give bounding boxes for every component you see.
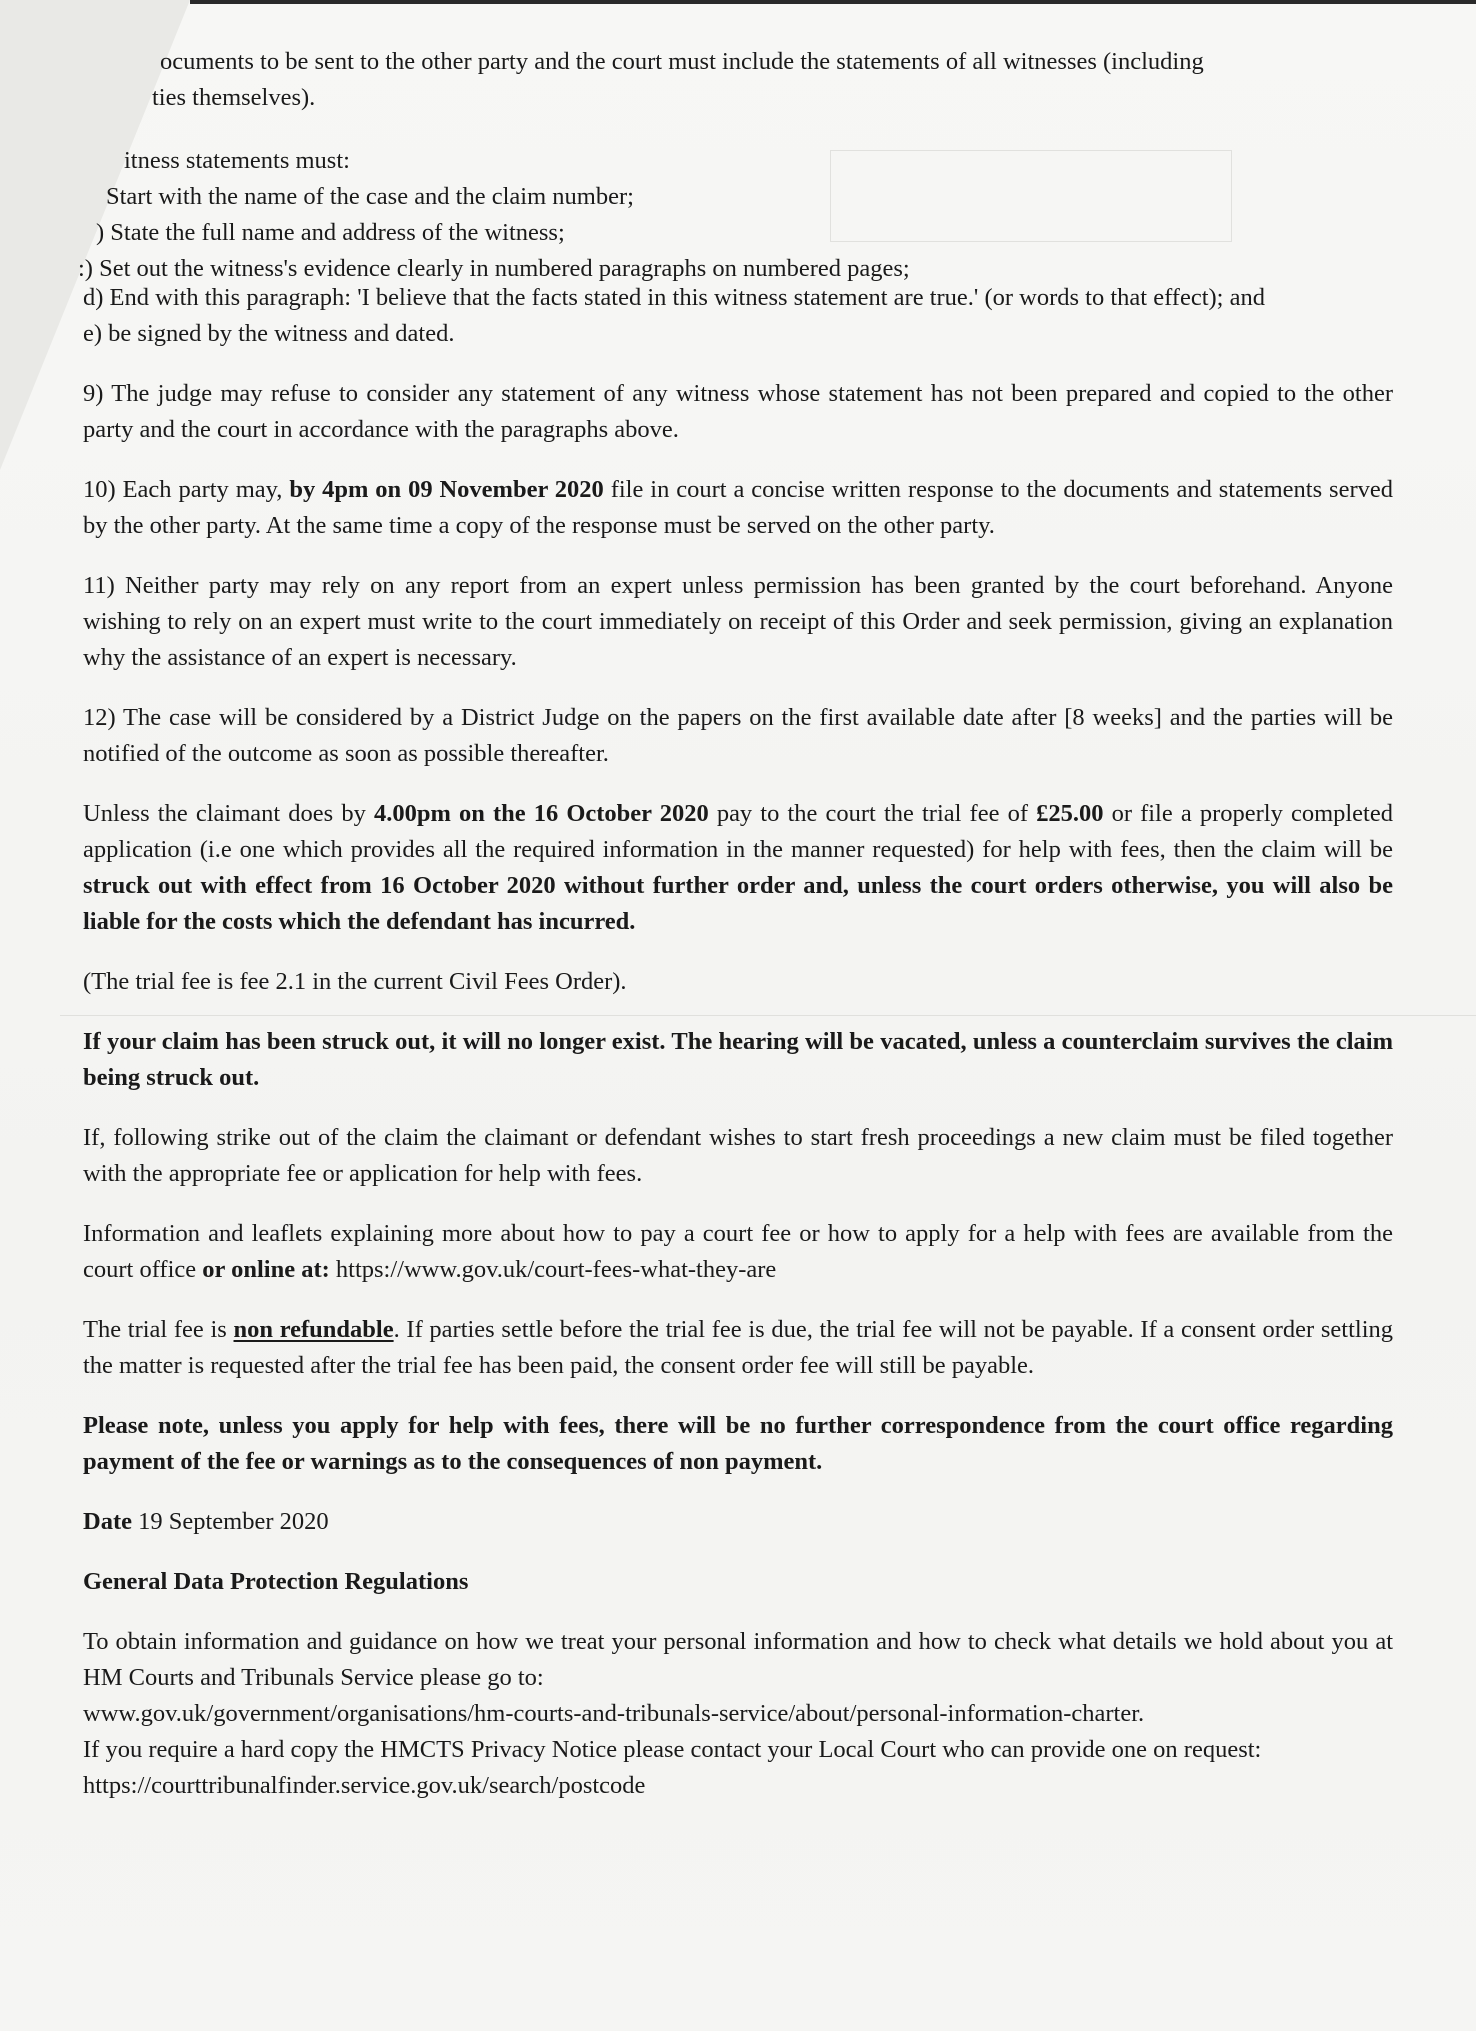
- cut-line-1: ocuments to be sent to the other party and the court must include the statements of all witnesses (including: [160, 48, 1204, 75]
- trial-fee-paragraph: Unless the claimant does by 4.00pm on the 16 October 2020 pay to the court the trial fee of £25.00 or file a properly completed application (i.e one which provides all the required information in the manner requested) for help with fees, then the claim will be struck out with effect from 16 October 2020 without further order and, unless the court orders otherwise, you will also be liable for the costs which the defendant has incurred.: [83, 800, 1393, 935]
- witness-item-a: Start with the name of the case and the claim number;: [106, 183, 634, 210]
- non-refundable-emphasis: non refundable: [233, 1316, 394, 1343]
- witness-item-b: ) State the full name and address of the witness;: [96, 219, 565, 246]
- gdpr-charter-url: www.gov.uk/government/organisations/hm-courts-and-tribunals-service/about/personal-information-charter.: [83, 1700, 1145, 1727]
- cut-line-2: ties themselves).: [152, 84, 316, 111]
- fresh-proceedings-paragraph: If, following strike out of the claim the claimant or defendant wishes to start fresh proceedings a new claim must be filed together with the appropriate fee or application for help with fees.: [83, 1124, 1393, 1187]
- top-edge-line: [190, 0, 1476, 4]
- paragraph-10: 10) Each party may, by 4pm on 09 November 2020 file in court a concise written response to the documents and statements served by the other party. At the same time a copy of the response must be served on the other party.: [83, 476, 1393, 539]
- gdpr-finder-url: https://courttribunalfinder.service.gov.uk/search/postcode: [83, 1772, 646, 1799]
- trial-fee-note: (The trial fee is fee 2.1 in the current Civil Fees Order).: [83, 968, 627, 995]
- information-paragraph: Information and leaflets explaining more about how to pay a court fee or how to apply for a help with fees are available from the court office or online at: https://www.gov.uk/court-fees-what-they-are: [83, 1220, 1393, 1283]
- witness-item-c: :) Set out the witness's evidence clearly in numbered paragraphs on numbered pages;: [78, 255, 910, 282]
- paragraph-11: 11) Neither party may rely on any report from an expert unless permission has been granted by the court beforehand. Anyone wishing to rely on an expert must write to the court immediately on receipt of this Order and seek permission, giving an explanation why the assistance of an expert is necessary.: [83, 572, 1393, 671]
- court-fees-link: https://www.gov.uk/court-fees-what-they-are: [329, 1256, 777, 1283]
- date-value: 19 September 2020: [131, 1508, 329, 1535]
- response-deadline: by 4pm on 09 November 2020: [289, 476, 604, 503]
- paragraph-12: 12) The case will be considered by a District Judge on the papers on the first available date after [8 weeks] and the parties will be notified of the outcome as soon as possible thereafter.: [83, 704, 1393, 767]
- date-line: [83, 1504, 1393, 1540]
- fee-deadline: 4.00pm on the 16 October 2020: [373, 800, 709, 827]
- struck-out-paragraph: If your claim has been struck out, it will no longer exist. The hearing will be vacated, unless a counterclaim survives the claim being struck out.: [83, 1028, 1393, 1091]
- strike-out-warning: struck out with effect from 16 October 2020 without further order and, unless the court orders otherwise, you will also be liable for the costs which the defendant has incurred.: [83, 872, 1393, 935]
- witness-item-e: e) be signed by the witness and dated.: [83, 320, 455, 347]
- date-label: Date: [83, 1508, 132, 1535]
- please-note-paragraph: Please note, unless you apply for help with fees, there will be no further correspondence from the court office regarding payment of the fee or warnings as to the consequences of non payment.: [83, 1412, 1393, 1475]
- document-body: [83, 280, 1393, 1804]
- non-refundable-paragraph: The trial fee is non refundable. If parties settle before the trial fee is due, the trial fee will not be payable. If a consent order settling the matter is requested after the trial fee has been paid, the consent order fee will still be payable.: [83, 1316, 1394, 1379]
- show-through-table: [830, 150, 1232, 242]
- fee-amount: £25.00: [1036, 800, 1104, 827]
- gdpr-heading: General Data Protection Regulations: [83, 1568, 469, 1595]
- witness-item-d: d) End with this paragraph: 'I believe that the facts stated in this witness statement are true.' (or words to that effect); and: [83, 284, 1265, 311]
- gdpr-line-3: If you require a hard copy the HMCTS Privacy Notice please contact your Local Court who can provide one on request:: [83, 1736, 1262, 1763]
- witness-intro: itness statements must:: [124, 147, 350, 174]
- paragraph-9: 9) The judge may refuse to consider any statement of any witness whose statement has not been prepared and copied to the other party and the court in accordance with the paragraphs above.: [83, 380, 1393, 443]
- gdpr-line-1: To obtain information and guidance on how we treat your personal information and how to check what details we hold about you at HM Courts and Tribunals Service please go to:: [83, 1628, 1393, 1691]
